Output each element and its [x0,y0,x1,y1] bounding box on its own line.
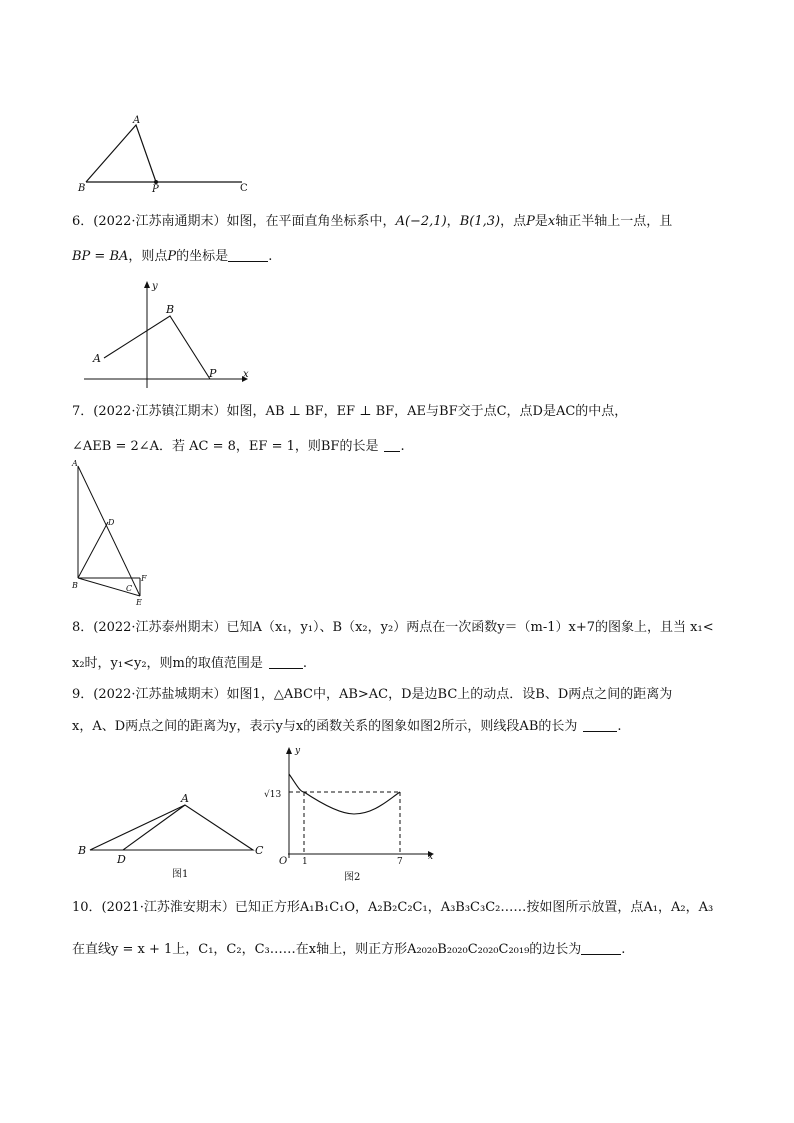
label-b: B [166,303,175,316]
question-8: 8．(2022·江苏泰州期末）已知A（x₁，y₁）、B（x₂，y₂）两点在一次函数y＝（m-1）x+7的图象上，且当 x₁< [72,620,714,635]
question-6: 6．(2022·江苏南通期末）如图，在平面直角坐标系中，A(−2,1)，B(1,3)，点P是x轴正半轴上一点，且 [72,214,673,229]
caption-fig2: 图2 [344,872,361,883]
label-c: C [255,844,264,857]
q6-x: x [547,214,556,229]
y-axis-arrow [286,747,292,754]
q6-condition: BP = BA [72,249,129,264]
segment-ad [123,805,185,850]
q6-answer-blank[interactable] [228,247,268,262]
tick-1: 1 [302,857,308,867]
label-p: P [209,367,217,380]
label-a: A [181,792,189,805]
q6-p2: P [167,249,177,264]
triangle-abc [90,805,253,850]
q6-tail2: 的坐标是 [176,249,229,264]
q10-answer-blank[interactable] [581,940,621,955]
label-c: C [126,584,133,593]
q7-line2: ∠AEB = 2∠A．若 AC = 8，EF = 1，则BF的长是 [72,439,379,454]
q8-end: . [302,656,308,671]
figure-q9-graph [258,740,448,885]
tick-7: 7 [397,857,403,867]
q6-mid2: 是 [534,214,548,229]
q6-end: . [268,249,273,264]
label-y: y [295,746,301,756]
curve-y-of-x [289,774,400,814]
q8-answer-blank[interactable] [269,654,303,669]
caption-fig1: 图1 [172,869,189,880]
q6-mid: ，点 [500,214,527,229]
segment-bd [78,522,108,578]
label-b: B [72,581,78,590]
q6-prefix: 6．(2022·江苏南通期末）如图，在平面直角坐标系中， [72,214,396,229]
question-7-line2 [72,437,722,457]
figure-q9-triangle [75,790,275,885]
label-p: P [152,184,159,195]
y-axis-arrow [144,281,150,288]
figure-q5-triangle [70,112,270,197]
question-10: 10．(2021·江苏淮安期末）已知正方形A₁B₁C₁O，A₂B₂C₂C₁，A₃B₃C₃C₂……按如图所示放置，点A₁，A₂，A₃ [72,900,714,915]
q6-tail: ，则点 [128,249,168,264]
label-a: A [93,352,101,365]
label-y: y [152,281,158,292]
label-e: E [136,598,142,607]
question-7: 7．(2022·江苏镇江期末）如图，AB ⊥ BF，EF ⊥ BF，AE与BF交于点C，点D是AC的中点， [72,404,628,419]
q7-answer-blank[interactable] [384,437,400,452]
label-d: D [108,518,115,527]
q9-line2: x，A、D两点之间的距离为y，表示y与x的函数关系的图象如图2所示，则线段AB的长为 [72,719,578,734]
label-a: A [133,115,141,126]
label-a: A [72,459,78,468]
q9-end: . [617,719,622,734]
q8-line2: x₂时，y₁<y₂，则m的取值范围是 [72,656,263,671]
question-8-line2 [72,654,722,674]
question-9: 9．(2022·江苏盐城期末）如图1，△ABC中，AB>AC，D是边BC上的动点．设B、D两点之间的距离为 [72,687,673,702]
label-origin: O [279,856,288,867]
triangle-sides [86,125,156,182]
question-6-line2 [72,247,722,267]
label-x: x [243,369,249,380]
segments-a-b-p [104,316,210,379]
label-b: B [78,183,86,194]
segment-ae [78,466,140,596]
q10-end: . [621,942,626,957]
figure-q6-coordinate [82,278,257,390]
label-f: F [141,574,147,583]
q6-point-a: A(−2,1) [395,214,447,229]
label-c: C [240,183,248,194]
label-d: D [117,853,126,866]
q7-end: . [400,439,405,454]
q6-point-b: B(1,3) [459,214,501,229]
question-9-line2 [72,717,722,737]
q10-line2: 在直线y = x + 1上，C₁，C₂，C₃……在x轴上，则正方形A₂₀₂₀B₂₀₂₀C₂₀₂₀C₂₀₁₉的边长为 [72,942,582,957]
question-10-line2 [72,940,722,960]
label-x: x [428,852,434,862]
q6-mid3: 轴正半轴上一点，且 [555,214,673,229]
q6-p: P [526,214,535,229]
label-b: B [78,844,87,857]
q9-answer-blank[interactable] [583,717,617,732]
label-sqrt13: √13 [264,790,282,800]
figure-q7-triangles [68,458,158,608]
